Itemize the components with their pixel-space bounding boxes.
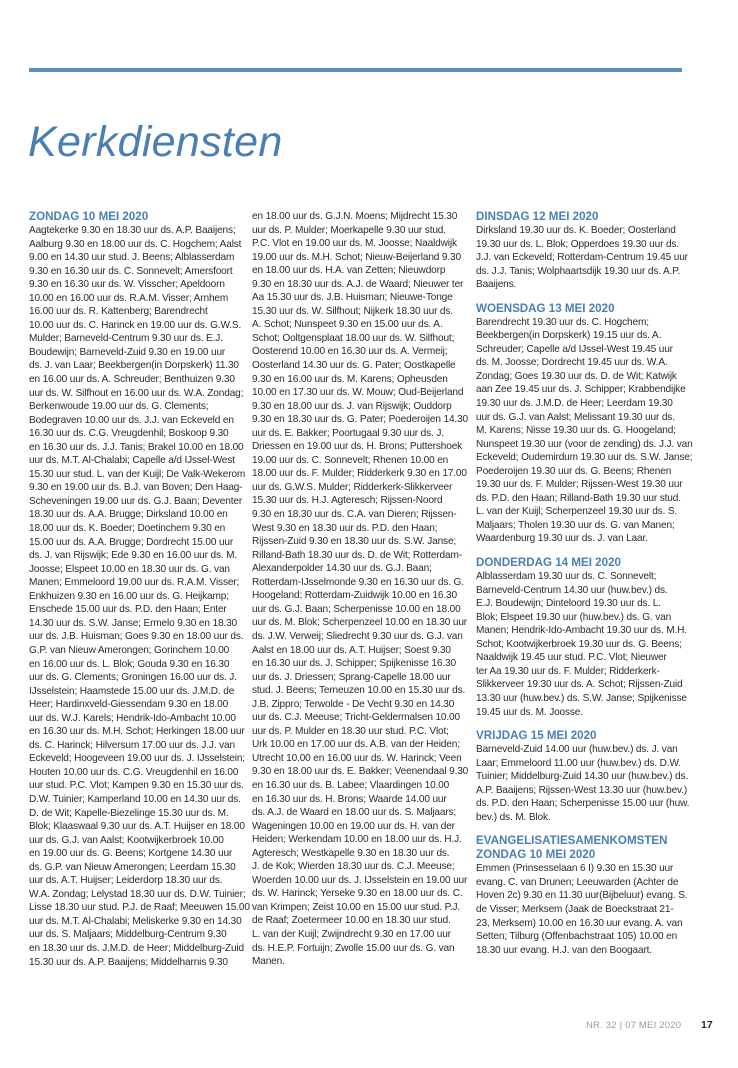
service-line: West 9.30 en 18.30 uur ds. P.D. den Haan; (252, 522, 438, 534)
service-line: Hoogeland; Rotterdam-Zuidwijk 10.00 en 16.30 (252, 590, 457, 602)
service-line: D.W. Tuinier; Kamperland 10.00 en 14.30 uur ds. (29, 793, 241, 805)
service-line: 9.30 en 16.30 uur ds. W. Visscher; Apeldoorn (29, 279, 225, 291)
service-line: L. van der Kuijl; Zwijndrecht 9.30 en 17.00 uur (252, 928, 451, 940)
column-1 (29, 210, 250, 969)
service-line: 18.30 uur evang. H.J. van den Boogaart. (476, 944, 652, 956)
service-line: 19.45 uur ds. M. Joosse. (476, 706, 583, 718)
service-line: stud. J. Beens; Terneuzen 10.00 en 15.30 uur ds. (252, 685, 466, 697)
section-heading-evangelisation: EVANGELISATIESAMENKOMSTEN (476, 834, 668, 848)
service-line: ds. J. van Rijswijk; Ede 9.30 en 16.00 uur ds. M. (29, 550, 238, 562)
service-line: Barneveld-Zuid 14.00 uur (huw.bev.) ds. J. van (476, 744, 678, 756)
service-line: en 16.00 uur ds. L. Blok; Gouda 9.30 en 16.30 (29, 658, 230, 670)
service-line: Boudewijn; Barneveld-Zuid 9.30 en 19.00 uur (29, 346, 226, 358)
service-line: 10.00 en 17.30 uur ds. W. Mouw; Oud-Beijerland (252, 387, 464, 399)
service-line: A.P. Baaijens; Rijssen-West 13.30 uur (huw.bev.) (476, 784, 688, 796)
service-line: Eckeveld; Hoogeveen 19.00 uur ds. J. IJsselstein; (29, 753, 245, 765)
service-line: Hoven 2c) 9.30 en 11.30 uur(Bijbeluur) evang. S. (476, 890, 688, 902)
service-line: 18.30 uur ds. A.A. Brugge; Dirksland 10.00 en (29, 509, 228, 521)
service-line: 19.00 uur ds. M.H. Schot; Nieuw-Beijerland 9.30 (252, 251, 461, 263)
service-line: Scheveningen 19.00 uur ds. G.J. Baan; Deventer (29, 495, 243, 507)
service-line: aan Zee 19.45 uur ds. J. Schipper; Krabbendijke (476, 384, 686, 396)
service-line: en 18.00 uur ds. G.J.N. Moens; Mijdrecht 15.30 (252, 211, 458, 222)
service-line: 19.30 uur ds. J.M.D. de Heer; Leerdam 19.30 (476, 398, 673, 410)
service-line: ter Aa 19.30 uur ds. F. Mulder; Ridderkerk- (476, 665, 660, 677)
service-line: en 16.30 uur ds. H. Brons; Waarde 14.00 uur (252, 793, 447, 805)
service-line: Laar; Emmeloord 11.00 uur (huw.bev.) ds. D.W. (476, 757, 681, 769)
column-3 (476, 210, 693, 957)
service-line: uur ds. E. Bakker; Poortugaal 9.30 uur ds. J. (252, 427, 444, 439)
service-line: M. Karens; Nisse 19.30 uur ds. G. Hoogeland; (476, 425, 676, 437)
service-list-tuesday (476, 224, 690, 292)
service-line: Utrecht 10.00 en 16.00 uur ds. W. Harinck; Veen (252, 752, 462, 764)
service-line: W.A. Zondag; Lelystad 18.30 uur ds. D.W. Tuinier; (29, 888, 246, 900)
service-list-evangelisation (476, 862, 690, 957)
service-line: Aalst en 18.00 uur ds. A.T. Huijser; Soest 9.30 (252, 644, 451, 656)
top-rule (29, 68, 682, 72)
service-line: Rotterdam-IJsselmonde 9.30 en 16.30 uur ds. G. (252, 576, 464, 588)
service-line: 15.00 uur ds. A.A. Brugge; Dordrecht 15.00 uur (29, 536, 234, 548)
service-line: Heer; Hardinxveld-Giessendam 9.30 en 18.00 (29, 699, 229, 711)
service-list-sunday-continued (252, 210, 469, 969)
section-heading-friday: VRIJDAG 15 MEI 2020 (476, 729, 597, 743)
service-line: 10.00 uur ds. C. Harinck en 19.00 uur ds. G.W.S. (29, 319, 242, 331)
service-line: ds. W. Harinck; Yerseke 9.30 en 18.00 uur ds. C. (252, 888, 463, 900)
service-line: 15.30 uur ds. W. Silfhout; Nijkerk 18.30 uur ds. (252, 305, 453, 317)
service-line: Heiden; Werkendam 10.00 en 18.00 uur ds. H.J. (252, 834, 462, 846)
service-line: uur ds. G.J. van Aalst; Melissant 19.30 uur ds. (476, 411, 675, 423)
service-line: 15.30 uur stud. L. van der Kuijl; De Valk-Wekerom (29, 468, 246, 480)
issue-label: NR. 32 | 07 MEI 2020 (586, 1020, 682, 1031)
service-line: en 18.00 uur ds. H.A. van Zetten; Nieuwdorp (252, 265, 446, 277)
service-line: evang. C. van Drunen; Leeuwarden (Achter de (476, 876, 679, 888)
service-line: Rilland-Bath 18.30 uur ds. D. de Wit; Rotterdam- (252, 549, 462, 561)
service-line: 18.00 uur ds. F. Mulder; Ridderkerk 9.30 en 17.00 (252, 468, 467, 480)
service-line: 9.30 en 18.30 uur ds. C.A. van Dieren; Rijssen- (252, 509, 457, 521)
service-line: P.C. Vlot en 19.00 uur ds. M. Joosse; Naaldwijk (252, 238, 457, 250)
section-heading-tuesday: DINSDAG 12 MEI 2020 (476, 210, 599, 223)
service-line: 9.00 en 14.30 uur stud. J. Beens; Alblasserdam (29, 252, 235, 264)
service-line: A. Schot; Nunspeet 9.30 en 15.00 uur ds. A. (252, 319, 443, 331)
service-list-wednesday (476, 316, 693, 546)
service-line: Blok; Elspeet 19.30 uur (huw.bev.) ds. G. van (476, 611, 672, 623)
service-line: uur ds. M. Blok; Scherpenzeel 10.00 en 18.30 uur (252, 617, 468, 629)
service-line: en 19.00 uur ds. G. Beens; Kortgene 14.30 uur (29, 848, 233, 860)
service-line: Enkhuizen 9.30 en 16.00 uur ds. G. Heijkamp; (29, 590, 229, 602)
service-line: Schot; Kootwijkerbroek 19.30 uur ds. G. Beens; (476, 638, 682, 650)
service-line: ds. P.D. den Haan; Scherpenisse 15.00 uur (huw. (476, 798, 690, 810)
service-line: Dirksland 19.30 uur ds. K. Boeder; Oosterland (476, 225, 676, 236)
service-line: Wageningen 10.00 en 19.00 uur ds. H. van der (252, 820, 455, 832)
service-line: Barneveld-Centrum 14.30 uur (huw.bev.) ds. (476, 584, 668, 596)
service-line: 23, Merksem) 10.00 en 16.30 uur evang. A. van (476, 917, 683, 929)
service-line: Aagtekerke 9.30 en 18.30 uur ds. A.P. Baaijens; (29, 225, 236, 236)
service-line: uur ds. G. Clements; Groningen 16.00 uur ds. J. (29, 672, 237, 684)
service-line: Beekbergen(in Dorpskerk) 19.15 uur ds. A. (476, 330, 662, 342)
service-line: de Raaf; Zoetermeer 10.00 en 18.30 uur stud. (252, 915, 451, 927)
service-line: L. van der Kuijl; Scherpenzeel 19.30 uur ds. S. (476, 506, 678, 518)
service-line: Manen. (252, 956, 285, 968)
service-line: IJsselstein; Haamstede 15.00 uur ds. J.M.D. de (29, 685, 235, 697)
service-line: J.J. van Eckeveld; Rotterdam-Centrum 19.45 uur (476, 252, 688, 264)
service-line: Blok; Klaaswaal 9.30 uur ds. A.T. Huijser en 18.00 (29, 821, 245, 833)
service-line: 19.30 uur ds. L. Blok; Opperdoes 19.30 uur ds. (476, 238, 679, 250)
service-line: 14.30 uur ds. S.W. Janse; Ermelo 9.30 en 18.30 (29, 617, 238, 629)
service-line: Eckeveld; Oudemirdum 19.30 uur ds. S.W. Janse; (476, 452, 693, 464)
service-line: Aa 15.30 uur ds. J.B. Huisman; Nieuwe-Tonge (252, 292, 453, 304)
service-line: E.J. Boudewijn; Dinteloord 19.30 uur ds. L. (476, 598, 661, 610)
service-line: en 18.30 uur ds. J.M.D. de Heer; Middelburg-Zuid (29, 942, 244, 954)
service-line: uur ds. G.J. van Aalst; Kootwijkerbroek 10.00 (29, 834, 224, 846)
service-line: 9.30 en 18.30 uur ds. G. Pater; Poederoijen 14.30 (252, 414, 468, 426)
service-line: Poederoijen 19.30 uur ds. G. Beens; Rhenen (476, 465, 672, 477)
service-line: Aalburg 9.30 en 18.00 uur ds. C. Hogchem; Aalst (29, 238, 242, 250)
service-line: en 16.00 uur ds. A. Schreuder; Benthuizen 9.30 (29, 374, 235, 386)
service-line: Schot; Ooltgensplaat 18.00 uur ds. W. Silfhout; (252, 332, 455, 344)
service-line: Lisse 18.30 uur stud. P.J. de Raaf; Meeuwen 15.00 (29, 902, 250, 914)
service-line: Slikkerveer 19.30 uur ds. A. Schot; Rijssen-Zuid (476, 679, 683, 691)
service-list-sunday (29, 224, 250, 969)
service-line: uur ds. J.B. Huisman; Goes 9.30 en 18.00 uur ds. (29, 631, 244, 643)
service-line: J. de Kok; Wierden 18.30 uur ds. C.J. Meeuse; (252, 861, 455, 873)
service-line: van Krimpen; Zeist 10.00 en 15.00 uur stud. P.J. (252, 901, 461, 913)
service-line: 9.30 en 19.00 uur ds. B.J. van Boven; Den Haag- (29, 482, 243, 494)
service-line: 15.30 uur ds. H.J. Agteresch; Rijssen-Noord (252, 495, 443, 507)
service-line: uur ds. G.W.S. Mulder; Ridderkerk-Slikkerveer (252, 481, 453, 493)
section-heading-wednesday: WOENSDAG 13 MEI 2020 (476, 301, 615, 315)
service-line: Enschede 15.00 uur ds. P.D. den Haan; Enter (29, 604, 227, 616)
section-heading-sunday: ZONDAG 10 MEI 2020 (29, 210, 149, 223)
service-line: Barendrecht 19.30 uur ds. C. Hogchem; (476, 316, 649, 328)
service-line: en 16.30 uur ds. M.H. Schot; Herkingen 18.00 uur (29, 726, 245, 738)
service-line: Naaldwijk 19.45 uur stud. P.C. Vlot; Nieuwer (476, 652, 667, 664)
service-line: 9.30 en 18.30 uur ds. A.J. de Waard; Nieuwer ter (252, 278, 464, 290)
service-line: Alblasserdam 19.30 uur ds. C. Sonnevelt; (476, 571, 657, 583)
service-line: 13.30 uur (huw.bev.) ds. S.W. Janse; Spijkenisse (476, 692, 687, 704)
service-line: 16.00 uur ds. R. Kattenberg; Barendrecht (29, 306, 208, 318)
service-line: 19.00 uur ds. C. Sonnevelt; Rhenen 10.00 en (252, 454, 449, 466)
service-line: 10.00 en 16.00 uur ds. R.A.M. Visser; Arnhem (29, 292, 229, 304)
service-list-friday (476, 743, 690, 824)
service-line: uur ds. S. Maljaars; Middelburg-Centrum 9.30 (29, 929, 227, 941)
service-line: 9.30 en 18.00 uur ds. J. van Rijswijk; Ouddorp (252, 400, 452, 412)
service-line: Schreuder; Capelle a/d IJssel-West 19.45 uur (476, 343, 673, 355)
service-line: Houten 10.00 uur ds. C.G. Vreugdenhil en 16.00 (29, 766, 239, 778)
service-line: Alexanderpolder 14.30 uur ds. G.J. Baan; (252, 563, 432, 575)
service-line: 9.30 en 16.30 uur ds. C. Sonnevelt; Amersfoort (29, 265, 233, 277)
service-line: 9.30 en 18.00 uur ds. E. Bakker; Veenendaal 9.30 (252, 766, 469, 778)
service-line: 9.30 en 16.00 uur ds. M. Karens; Opheusden (252, 373, 448, 385)
service-line: ds. M. Joosse; Dordrecht 19.45 uur ds. W.A. (476, 357, 668, 369)
service-line: ds. J. van Laar; Beekbergen(in Dorpskerk) 11.30 (29, 360, 239, 372)
service-line: Emmen (Prinsesselaan 6 I) 9.30 en 15.30 uur (476, 863, 674, 875)
section-subheading-evangelisation-date: ZONDAG 10 MEI 2020 (476, 848, 596, 862)
page-number: 17 (701, 1019, 713, 1031)
service-line: Maljaars; Tholen 19.30 uur ds. G. van Manen; (476, 519, 675, 531)
service-line: uur ds. W.J. Karels; Hendrik-Ido-Ambacht 10.00 (29, 712, 236, 724)
service-line: uur ds. P. Mulder; Moerkapelle 9.30 uur stud. (252, 224, 446, 236)
service-line: Bodegraven 10.00 uur ds. J.J. van Eckeveld en (29, 414, 234, 426)
service-line: D. de Wit; Kapelle-Biezelinge 15.30 uur ds. M. (29, 807, 229, 819)
service-line: Zondag; Goes 19.30 uur ds. D. de Wit; Katwijk (476, 370, 677, 382)
service-line: ds. P.D. den Haan; Rilland-Bath 19.30 uur stud. (476, 492, 681, 504)
service-line: uur ds. J. Driessen; Sprang-Capelle 18.00 uur (252, 671, 451, 683)
service-line: 19.30 uur ds. F. Mulder; Rijssen-West 19.30 uur (476, 479, 683, 491)
service-line: Berkenwoude 19.00 uur ds. G. Clements; (29, 401, 209, 413)
service-line: Agteresch; Westkapelle 9.30 en 18.30 uur ds. (252, 847, 450, 859)
service-line: uur ds. A.T. Huijser; Leiderdorp 18.30 uur ds. (29, 875, 223, 887)
service-line: uur ds. M.T. Al-Chalabi; Capelle a/d IJssel-West (29, 455, 235, 467)
service-line: uur stud. P.C. Vlot; Kampen 9.30 en 15.30 uur ds. (29, 780, 244, 792)
service-line: uur ds. G.J. Baan; Scherpenisse 10.00 en 18.00 (252, 603, 461, 615)
column-2 (252, 210, 469, 969)
service-line: bev.) ds. M. Blok. (476, 811, 551, 823)
service-line: Tuinier; Middelburg-Zuid 14.30 uur (huw.bev.) ds. (476, 771, 689, 783)
service-line: Manen; Hendrik-Ido-Ambacht 19.30 uur ds. M.H. (476, 625, 687, 637)
service-line: ds. H.E.P. Fortuijn; Zwolle 15.00 uur ds. G. van (252, 942, 455, 954)
service-line: Woerden 10.00 uur ds. J. IJsselstein en 19.00 uur (252, 874, 468, 886)
service-line: Rijssen-Zuid 9.30 en 18.30 uur ds. S.W. Janse; (252, 536, 457, 548)
service-line: uur ds. M.T. Al-Chalabi; Meliskerke 9.30 en 14.30 (29, 915, 242, 927)
service-line: Oosterland 14.30 uur ds. G. Pater; Oostkapelle (252, 360, 456, 372)
service-line: Waardenburg 19.30 uur ds. J. van Laar. (476, 533, 648, 545)
service-line: Driessen en 19.00 uur ds. H. Brons; Puttershoek (252, 441, 463, 453)
service-line: de Visser; Merksem (Jaak de Boeckstraat 21- (476, 903, 674, 915)
service-line: Setten; Tilburg (Offenbachstraat 105) 10.00 en (476, 931, 678, 943)
service-line: uur ds. C.J. Meeuse; Tricht-Geldermalsen 10.00 (252, 712, 460, 724)
page-title: Kerkdiensten (28, 118, 283, 166)
service-line: en 16.30 uur ds. B. Labee; Vlaardingen 10.00 (252, 779, 450, 791)
service-line: G.P. van Nieuw Amerongen; Gorinchem 10.00 (29, 644, 230, 656)
service-line: en 16.30 uur ds. J. Schipper; Spijkenisse 16.30 (252, 658, 456, 670)
service-line: J.B. Zippro; Terwolde - De Vecht 9.30 en 14.30 (252, 698, 455, 710)
service-line: Joosse; Elspeet 10.00 en 18.30 uur ds. G. van (29, 563, 230, 575)
section-heading-thursday: DONDERDAG 14 MEI 2020 (476, 556, 621, 570)
service-line: ds. G.P. van Nieuw Amerongen; Leerdam 15.30 (29, 861, 236, 873)
service-line: ds. J.J. Tanis; Wolphaartsdijk 19.30 uur ds. A.P. (476, 265, 681, 277)
service-line: Urk 10.00 en 17.00 uur ds. A.B. van der Heiden; (252, 739, 460, 751)
service-line: Nunspeet 19.30 uur (voor de zending) ds. J.J. van (476, 438, 693, 450)
service-line: uur ds. W. Silfhout en 16.00 uur ds. W.A. Zondag; (29, 387, 244, 399)
service-line: en 16.30 uur ds. J.J. Tanis; Brakel 10.00 en 18.00 (29, 441, 244, 453)
service-line: ds. A.J. de Waard en 18.00 uur ds. S. Maljaars; (252, 807, 457, 819)
service-line: 15.30 uur ds. A.P. Baaijens; Middelharnis 9.30 (29, 956, 228, 968)
service-line: uur ds. P. Mulder en 18.30 uur stud. P.C. Vlot; (252, 725, 449, 737)
service-line: 16.30 uur ds. C.G. Vreugdenhil; Boskoop 9.30 (29, 428, 229, 440)
service-line: ds. J.W. Verweij; Sliedrecht 9.30 uur ds. G.J. van (252, 630, 463, 642)
service-line: ds. C. Harinck; Hilversum 17.00 uur ds. J.J. van (29, 739, 235, 751)
service-line: Manen; Emmeloord 19.00 uur ds. R.A.M. Visser; (29, 577, 240, 589)
service-line: Oosterend 10.00 en 16.30 uur ds. A. Vermeij; (252, 346, 448, 358)
service-line: 18.00 uur ds. K. Boeder; Doetinchem 9.30 en (29, 523, 226, 535)
service-list-thursday (476, 570, 690, 719)
service-line: Mulder; Barneveld-Centrum 9.30 uur ds. E.J. (29, 333, 223, 345)
service-line: Baaijens. (476, 279, 517, 291)
